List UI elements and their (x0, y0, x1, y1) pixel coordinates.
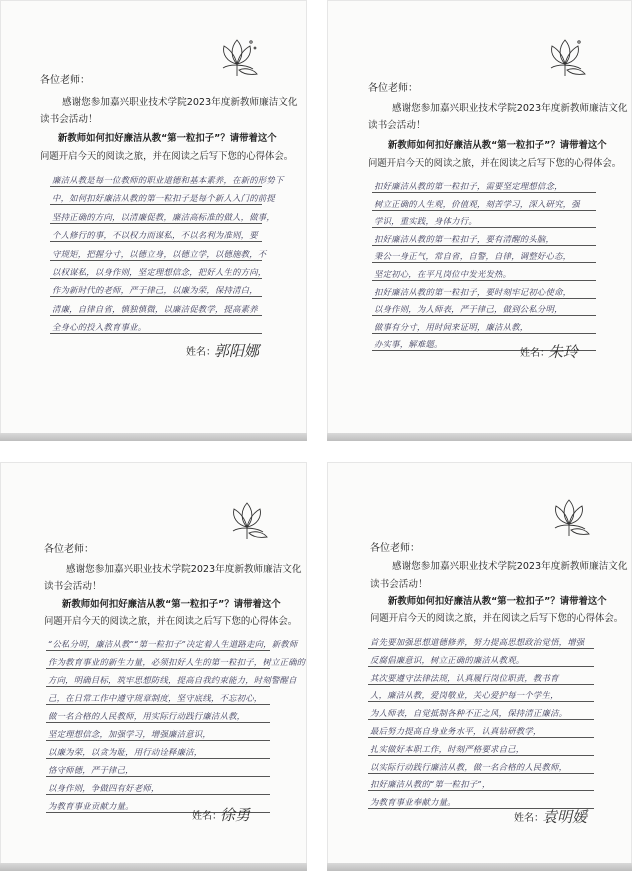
handwritten-line: 秉公一身正气，常自省，自警，自律，调整好心态， (374, 251, 572, 262)
handwritten-line: 全身心的投入教育事业。 (52, 322, 147, 333)
handwritten-line: 反腐倡廉意识，树立正确的廉洁从教观。 (370, 654, 525, 665)
lotus-icon (213, 34, 261, 78)
scan-shadow (327, 433, 632, 441)
ruled-line (368, 755, 594, 756)
handwritten-line: 扣好廉洁从教的第一粒扣子，需要坚定理想信念， (374, 181, 563, 191)
handwritten-line: 做一名合格的人民教师，用实际行动践行廉洁从教， (48, 711, 246, 721)
ruled-line (50, 260, 262, 261)
greeting: 各位老师： (44, 544, 94, 555)
ruled-line (50, 241, 262, 242)
scan-shadow (0, 433, 307, 441)
handwritten-line: 坚定初心，在平凡岗位中发光发热。 (374, 269, 512, 279)
handwritten-line: 为教育事业奉献力量。 (370, 797, 456, 808)
handwritten-line: 扣好廉洁从教的第一粒扣子，要时刻牢记初心使命， (374, 286, 572, 297)
thanks-line-2: 读书会活动！ (370, 579, 428, 590)
ruled-line (372, 315, 596, 316)
scan-shadow (0, 863, 307, 871)
handwritten-line: 扣好廉洁从教的第一粒扣子，要有清醒的头脑， (374, 233, 555, 244)
handwritten-line: 为人师表，自觉抵制各种不正之风，保持清正廉洁。 (370, 708, 568, 719)
handwritten-line: 廉洁从教是每一位教师的职业道德和基本素养，在新的形势下 (52, 175, 284, 185)
ruled-line (46, 740, 270, 741)
handwritten-line: 己，在日常工作中遵守规章制度，坚守底线，不忘初心， (48, 693, 263, 703)
handwritten-line: 坚定理想信念，加强学习，增强廉洁意识， (48, 729, 211, 739)
handwritten-line: 以实际行动践行廉洁从教，做一名合格的人民教师， (370, 761, 568, 772)
lotus-icon (545, 494, 593, 538)
handwritten-line: 扎实做好本职工作，时刻严格要求自己， (370, 743, 525, 754)
handwritten-line: 为教育事业贡献力量。 (48, 801, 134, 811)
ruled-line (46, 722, 270, 723)
handwritten-line: 最后努力提高自身业务水平，认真钻研教学， (370, 726, 542, 736)
handwritten-line: 学识，重实践，身体力行。 (374, 216, 477, 227)
handwritten-line: 首先要加强思想道德修养，努力提高思想政治觉悟，增强 (370, 637, 585, 647)
prompt-line-2: 问题开启今天的阅读之旅，并在阅读之后写下您的心得体会。 (370, 613, 624, 624)
ruled-line (50, 296, 262, 297)
handwritten-line: 守规矩，把握分寸，以德立身，以德立学，以德施教，不 (52, 248, 267, 259)
ruled-line (368, 666, 594, 667)
signature-label: 姓名： (192, 811, 222, 822)
ruled-line (368, 719, 594, 720)
handwritten-line: 作为新时代的老师，严于律己，以廉为荣，保持清白， (52, 285, 258, 296)
ruled-line (372, 227, 596, 228)
handwritten-line: 扣好廉洁从教的“第一粒扣子”， (370, 779, 491, 790)
ruled-line (368, 790, 594, 791)
handwritten-line: 以权谋私，以身作则，坚定理想信念，把好人生的方向， (52, 267, 267, 277)
lotus-icon (223, 497, 271, 541)
ruled-line (50, 315, 262, 316)
prompt-line-2: 问题开启今天的阅读之旅，并在阅读之后写下您的心得体会。 (44, 616, 298, 627)
thanks-line-2: 读书会活动！ (44, 581, 102, 592)
ruled-line (50, 204, 262, 205)
prompt-line-1: 新教师如何扣好廉洁从教“第一粒扣子”？请带着这个 (388, 596, 607, 607)
greeting: 各位老师： (40, 75, 90, 86)
thanks-line-1: 感谢您参加嘉兴职业技术学院2023年度新教师廉洁文化 (392, 561, 628, 572)
ruled-line (46, 704, 270, 705)
thanks-line-2: 读书会活动！ (368, 120, 426, 131)
signature: 袁明媛 (542, 808, 588, 826)
ruled-line (372, 192, 596, 193)
ruled-line (46, 794, 270, 795)
handwritten-line: 其次要遵守法律法规，认真履行岗位职责，教书育 (370, 672, 559, 683)
handwritten-line: 个人修行的事，不以权力而谋私，不以名利为准则，要 (52, 230, 258, 241)
signature-label: 姓名： (520, 348, 550, 359)
ruled-line (372, 298, 596, 299)
handwritten-line: 坚持正确的方向，以清廉促教，廉洁高标准的做人，做事， (52, 211, 275, 222)
handwritten-line: 以身作则，争做四有好老师， (48, 783, 160, 793)
handwritten-line: 方向，明确目标，筑牢思想防线，提高自我约束能力，时刻警醒自 (48, 675, 297, 685)
handwritten-line: 作为教育事业的新生力量，必须扣好人生的第一粒扣子，树立正确的 (48, 657, 306, 667)
ruled-line (372, 262, 596, 263)
signature-label: 姓名： (514, 813, 544, 824)
lotus-icon (541, 34, 589, 78)
ruled-line (46, 686, 270, 687)
handwritten-answer (368, 634, 594, 808)
thanks-line-1: 感谢您参加嘉兴职业技术学院2023年度新教师廉洁文化 (62, 97, 298, 108)
ruled-line (368, 648, 594, 649)
thanks-line-1: 感谢您参加嘉兴职业技术学院2023年度新教师廉洁文化 (66, 564, 302, 575)
ruled-line (46, 758, 270, 759)
thanks-line-1: 感谢您参加嘉兴职业技术学院2023年度新教师廉洁文化 (392, 103, 628, 114)
handwritten-line: 以廉为荣，以贪为耻，用行动诠释廉洁， (48, 747, 203, 757)
ruled-line (46, 650, 270, 651)
prompt-line-1: 新教师如何扣好廉洁从教“第一粒扣子”？请带着这个 (58, 133, 277, 144)
ruled-line (368, 773, 594, 774)
ruled-line (50, 223, 262, 224)
handwritten-line: 中，如何扣好廉洁从教的第一粒扣子是每个新人入门的前提 (52, 193, 275, 204)
ruled-line (50, 333, 262, 334)
ruled-line (50, 186, 262, 187)
ruled-line (368, 737, 594, 738)
handwritten-answer (46, 636, 306, 811)
prompt-line-2: 问题开启今天的阅读之旅，并在阅读之后写下您的心得体会。 (368, 158, 622, 169)
ruled-line (50, 278, 262, 279)
ruled-line (372, 333, 596, 334)
handwritten-line: 做事有分寸，用时间来证明，廉洁从教， (374, 321, 529, 332)
scan-shadow (327, 863, 632, 871)
signature: 朱玲 (548, 343, 579, 361)
ruled-line (372, 245, 596, 246)
signature-label: 姓名： (186, 347, 216, 358)
ruled-line (368, 701, 594, 702)
handwritten-line: 恪守师德，严于律己， (48, 765, 134, 775)
greeting: 各位老师： (370, 543, 420, 554)
ruled-line (372, 280, 596, 281)
handwritten-line: 人，廉洁从教，爱岗敬业，关心爱护每一个学生， (370, 690, 559, 701)
handwritten-line: 办实事，解难题。 (374, 339, 443, 350)
signature: 徐勇 (220, 806, 251, 824)
ruled-line (372, 210, 596, 211)
signature: 郭阳娜 (214, 342, 260, 360)
thanks-line-2: 读书会活动！ (40, 114, 98, 125)
handwritten-line: 清廉，自律自省，慎独慎微，以廉洁促教学，提高素养 (52, 303, 258, 314)
prompt-line-1: 新教师如何扣好廉洁从教“第一粒扣子”？请带着这个 (388, 140, 607, 151)
handwritten-line: “公私分明，廉洁从教”“第一粒扣子”决定着人生道路走向，新教师 (48, 639, 298, 649)
ruled-line (368, 684, 594, 685)
handwritten-answer (372, 178, 596, 350)
handwritten-line: 树立正确的人生观，价值观，刻苦学习，深入研究，强 (374, 198, 580, 209)
handwritten-answer (50, 172, 284, 333)
ruled-line (46, 668, 270, 669)
prompt-line-2: 问题开启今天的阅读之旅，并在阅读之后写下您的心得体会。 (40, 151, 294, 162)
ruled-line (46, 776, 270, 777)
greeting: 各位老师： (368, 83, 418, 94)
handwritten-line: 以身作则，为人师表，严于律己，做到公私分明， (374, 304, 563, 315)
prompt-line-1: 新教师如何扣好廉洁从教“第一粒扣子”？请带着这个 (62, 599, 281, 610)
